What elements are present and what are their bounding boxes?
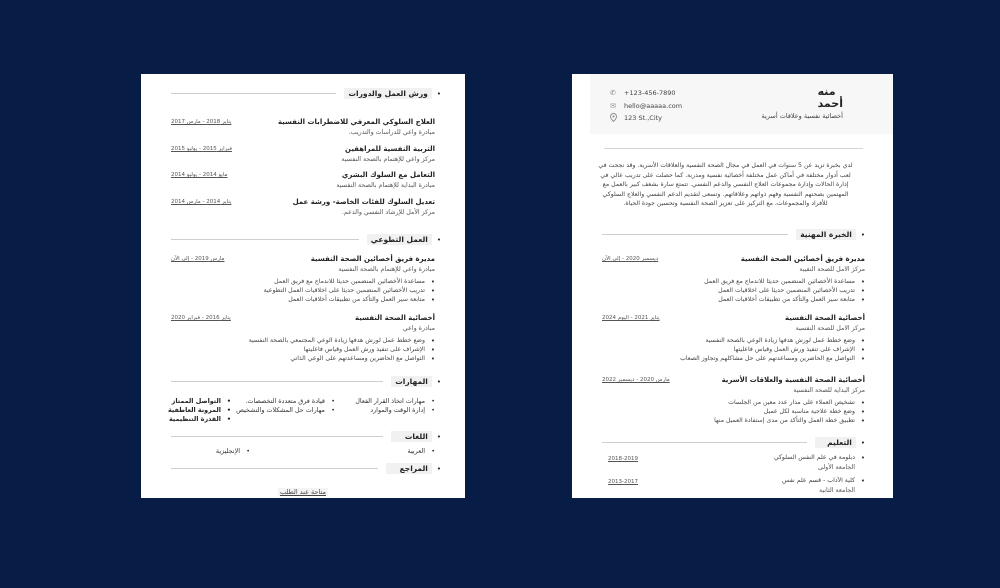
section-volunteer [141,234,465,245]
list-item: • تدريب الأخصائين المنضمين حديثا على اخلاقيات العمل [602,287,865,296]
bullet-icon: • [860,438,865,447]
list-item: • متابعة سير العمل والتأكد من تطبيقات أخلاقيات العمل [602,296,865,305]
contact-address [608,112,682,125]
entry-date: يناير 2016 - فبراير 2020 [171,315,231,321]
job-title: أخصائية نفسية وعلاقات أسرية [761,112,843,120]
list-item: • التواصل مع الحاضرين ومساعدتهم على حل مشاكلهم وتجاوز الصعاب [602,355,865,364]
skill-item: • القدرة التنظيمية [168,415,231,424]
entry-date: 2013-2017 [608,479,638,485]
list-item: • مساعدة الأخصائين المنضمين حديثا للاندماج مع فريق العمل [602,278,865,287]
entry-title: أخصائية الصحة النفسية [785,314,865,322]
entry-date: مايو 2014 - يوليو 2014 [171,172,228,178]
language-arabic: • العربية [408,447,435,456]
experience-entry [572,376,893,425]
bullet-list [171,337,435,363]
entry-org: مركز الامل للصحة النفسية [795,325,865,332]
resume-page-1 [572,74,893,498]
experience-entry [572,314,893,363]
list-item: • الإشراف على تنفيذ ورش العمل وقياس فاعليتها [602,346,865,355]
volunteer-entry [141,255,465,304]
divider [171,468,378,469]
entry-title: التعامل مع السلوك البشري [341,171,435,179]
list-item: • وضع خطة علاجية مناسبة لكل عميل [602,408,865,417]
entry-date: يناير 2018 - مارس 2017 [171,119,232,125]
bullet-icon: • [860,230,865,239]
entry-org: مركز الأمل للإرشاد النفسي والدعم. [341,209,435,216]
contact-email [608,100,682,113]
email-icon: ✉ [610,101,616,110]
entry-org: مركز البداية للصحة النفسية [793,387,865,394]
contact-phone [608,87,682,100]
skills-column-3 [168,397,231,424]
list-item: • دبلومة في علم النفس السلوكي [602,454,865,463]
bullet-list [602,399,865,425]
section-heading: الخبرة المهنية [796,229,856,240]
bullet-icon: • [436,432,441,441]
entry-org: مركز الامل للصحة النفيبة [799,266,865,273]
divider [602,442,807,443]
language-english: • الإنجليزية [216,447,250,456]
entry-date: 2018-2019 [608,456,638,462]
entry-title: تعديل السلوك للفئات الخاصة- ورشة عمل [292,198,435,206]
list-item: • الإشراف على تنفيذ ورش العمل وقياس فاعليتها [171,346,435,355]
contact-info [608,87,682,125]
address-text: 123 St.,City [624,114,663,123]
section-heading: التعليم [815,437,856,448]
phone-icon: ✆ [610,89,616,98]
experience-entry [572,255,893,304]
location-pin-icon [608,113,618,124]
list-item: • متابعة سير العمل والتأكد من تطبيقات أخلاقيات العمل [171,296,435,305]
entry-date: فبراير 2015 - يوليو 2015 [171,146,232,152]
section-references [141,463,465,474]
list-item: • تشخيص العملاء على مدار عدد معين من الجلسات [602,399,865,408]
language-item [216,447,250,456]
education-entry [572,477,893,494]
workshop-entry [141,198,465,216]
list-item: • تطبيق خطة العمل والتأكد من مدى إستفادة العميل منها [602,417,865,426]
workshop-entry [141,145,465,163]
entry-org: مبادرة البداية للإهتمام بالصحة النفسية [336,182,435,189]
bullet-list [602,337,865,363]
entry-date: ديسمبر 2020 - إلى الآن [602,256,659,262]
section-languages [141,431,465,442]
person-name [818,86,843,110]
workshop-entry [141,171,465,189]
list-item: • تدريب الأخصائين المنضمين حديثا على اخلاقيات العمل التطوعية [171,287,435,296]
phone-link[interactable]: +123-456-7890 [624,89,676,98]
divider [602,234,788,235]
skill-item: • المرونة العاطفية [168,406,231,415]
list-item: • مساعدة الأخصائين المنضمين حديثا للاندماج مع فريق العمل [171,278,435,287]
list-item: • وضع خطط عمل لورش هدفها زيادة الوعي المجتمعي بالصحة النفسية [171,337,435,346]
entry-date: يناير 2014 - مارس 2014 [171,199,232,205]
list-item: • التواصل مع الحاضرين ومساعدتهم على الوعي الذاتي [171,355,435,364]
entry-date: يناير 2021 - اليوم 2024 [602,315,660,321]
profile-summary: لدي بخبرة تزيد عن 5 سنوات في العمل في مجال الصحة النفسية والعلاقات الأسرية. وقد نجحت في لعب أدوار مختلفة في أماكن عمل مختلفة أخصائية نفسية ومدربة. كما حصلت على تدريب عالي في إدارة الحالات وإدارة مجموعات العلاج النفسي والدعم النفسي. تتمتع سارة بشغف كبير بالعمل مع المهتمين بصحتهم النفسية وفهم ذواتهم وعلاقاتهم. وتسعى لتقديم الدعم النفسي والعلاج السلوكي للأفراد والمجموعات، مع التركيز على تعزيز الصحة النفسية وتحسين جودة الحياة. [598,162,853,208]
name-last: أحمد [817,97,843,110]
references-link[interactable]: متاحة عند الطلب [280,488,326,496]
education-entry [572,454,893,471]
resume-page-2 [141,74,465,498]
skill-item: • قيادة فرق متعددة التخصصات. [236,397,335,406]
section-skills [141,376,465,387]
entry-title: أخصائية الصحة النفسية [355,314,435,322]
divider [171,436,383,437]
entry-title: مديرة فريق أخصائين الصحة النفسية [740,255,865,263]
skill-item: • التواصل الممتاز [168,397,231,406]
divider [171,381,383,382]
section-heading: المراجع [386,463,432,474]
volunteer-entry [141,314,465,363]
divider [171,93,336,94]
entry-title: مديرة فريق أخصائين الصحة النفسية [310,255,435,263]
section-workshops [141,88,465,99]
entry-org: مبادرة واعي [402,325,435,332]
section-heading: ورش العمل والدورات [344,88,431,99]
bullet-icon: • [436,235,441,244]
bullet-icon: • [436,89,441,98]
skill-item: • إدارة الوقت والموارد [355,406,435,415]
entry-org: مبادرة واعي للدراسات والتدريب. [348,129,435,136]
workshop-entry [141,118,465,136]
entry-title: التربية النفسية للمراهقين [345,145,435,153]
skills-column-1 [355,397,435,415]
skill-item: • مهارات اتخاذ القرار الفعال [355,397,435,406]
name-first: منه [817,85,836,98]
divider [604,148,863,149]
list-item: • كلية الآداب - قسم علم نفس [602,477,865,486]
entry-org: الجامعة الثانية [819,486,855,494]
bullet-icon: • [436,377,441,386]
entry-date: مارس 2020 - ديسمبر 2022 [602,377,670,383]
bullet-icon: • [436,464,441,473]
language-item [408,447,435,456]
section-heading: المهارات [391,376,432,387]
entry-title: أخصائية الصحة النفسية والعلاقات الأسرية [721,376,865,384]
bullet-list [602,454,865,463]
email-link[interactable]: hello@aaaaa.com [624,101,683,110]
section-heading: اللغات [391,431,432,442]
entry-title: العلاج السلوكي المعرفي للاضطرابات النفسية [277,118,435,126]
skill-item: • مهارات حل المشكلات والتشخيص [236,406,335,415]
section-education [572,437,893,448]
bullet-list [171,278,435,304]
bullet-list [602,278,865,304]
entry-org: مركز واعي للإهتمام بالصحة النفسية [341,156,435,163]
bullet-list [602,477,865,486]
entry-date: مارس 2019 - إلى الآن [171,256,225,262]
divider [171,239,359,240]
section-heading: العمل التطوعي [367,234,432,245]
entry-org: الجامعة الأولى [818,463,855,471]
skills-column-2 [236,397,335,415]
entry-org: مبادرة واعي للإهتمام بالصحة النفسية [338,266,435,273]
list-item: • وضع خطط عمل لورش هدفها زيادة الوعي بالصحة النفسية [602,337,865,346]
section-experience [572,229,893,240]
